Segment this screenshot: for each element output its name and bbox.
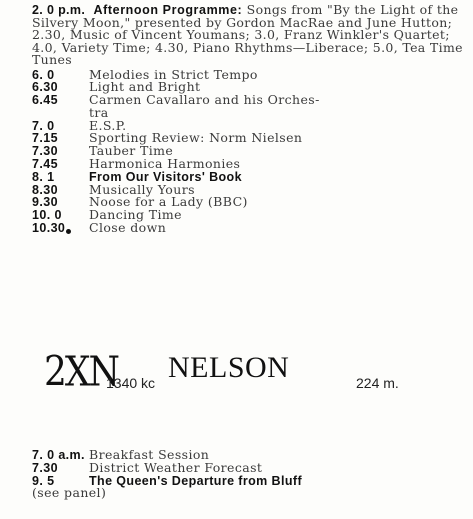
programme-title: Breakfast Session xyxy=(89,447,210,462)
station-city: NELSON xyxy=(168,351,290,384)
programme-title: Musically Yours xyxy=(89,181,195,197)
programme-title: Light and Bright xyxy=(89,79,201,95)
afternoon-programme-entry xyxy=(32,4,464,67)
afternoon-evening-programme xyxy=(32,4,464,235)
programme-time: 8.30 xyxy=(32,182,58,197)
programme-title: Harmonica Harmonies xyxy=(89,156,241,172)
programme-title: District Weather Forecast xyxy=(89,459,263,475)
programme-time: 9.30 xyxy=(32,195,58,210)
programme-time: 10.30 xyxy=(32,221,66,236)
programme-title: Tauber Time xyxy=(89,143,174,159)
station-heading xyxy=(44,348,464,396)
programme-row-6-45 xyxy=(32,94,464,120)
bullet-dot-icon xyxy=(66,229,71,234)
programme-time: 6.30 xyxy=(32,80,58,95)
entry-time: 2. 0 p.m. xyxy=(32,3,86,17)
programme-time: 9. 5 xyxy=(32,473,55,488)
programme-time: 6.45 xyxy=(32,93,58,108)
station-frequency: 1340 kc xyxy=(106,375,156,391)
programme-title-block xyxy=(89,475,464,488)
station-call-sign: 2XN xyxy=(44,348,119,396)
entry-heading: Afternoon Programme: xyxy=(93,3,243,17)
programme-title-block xyxy=(89,94,464,120)
programme-note: (see panel) xyxy=(32,485,107,501)
programme-time: 7.45 xyxy=(32,157,58,172)
programme-time: 8. 1 xyxy=(32,169,55,184)
programme-title: Melodies in Strict Tempo xyxy=(89,66,258,82)
programme-title: Dancing Time xyxy=(89,207,182,223)
programme-title: The Queen's Departure from Bluff xyxy=(89,473,303,488)
programme-time: 7.15 xyxy=(32,131,58,146)
programme-title: Close down xyxy=(89,220,167,236)
programme-time: 7.30 xyxy=(32,144,58,159)
station-wavelength: 224 m. xyxy=(356,375,399,391)
programme-title: E.S.P. xyxy=(89,117,127,133)
programme-title-continued: tra xyxy=(89,104,109,120)
programme-time: 7.30 xyxy=(32,460,58,475)
morning-programme xyxy=(32,449,464,500)
programme-title: Sporting Review: Norm Nielsen xyxy=(89,130,303,146)
programme-title: Carmen Cavallaro and his Orches- xyxy=(89,92,320,108)
programme-time: 6. 0 xyxy=(32,67,55,82)
programme-row-10-30 xyxy=(32,222,464,235)
programme-note-row xyxy=(32,487,464,500)
programme-time: 7. 0 xyxy=(32,118,55,133)
programme-title: From Our Visitors' Book xyxy=(89,169,242,184)
programme-row-7-45 xyxy=(32,158,464,171)
programme-title: Noose for a Lady (BBC) xyxy=(89,194,248,210)
programme-time: 7. 0 a.m. xyxy=(32,448,85,462)
programme-time: 10. 0 xyxy=(32,208,62,223)
programme-time-block xyxy=(32,222,89,235)
entry-description: Songs from "By the Light of the Silvery Moon," presented by Gordon MacRae and June Hutton; 2.30, Music of Vincent Youmans; 3.0, Franz Winkler's Quartet; 4.0, Variety Time; 4.30, Piano Rhythms—Liberace; 5.0, Tea Time Tunes xyxy=(32,2,463,67)
